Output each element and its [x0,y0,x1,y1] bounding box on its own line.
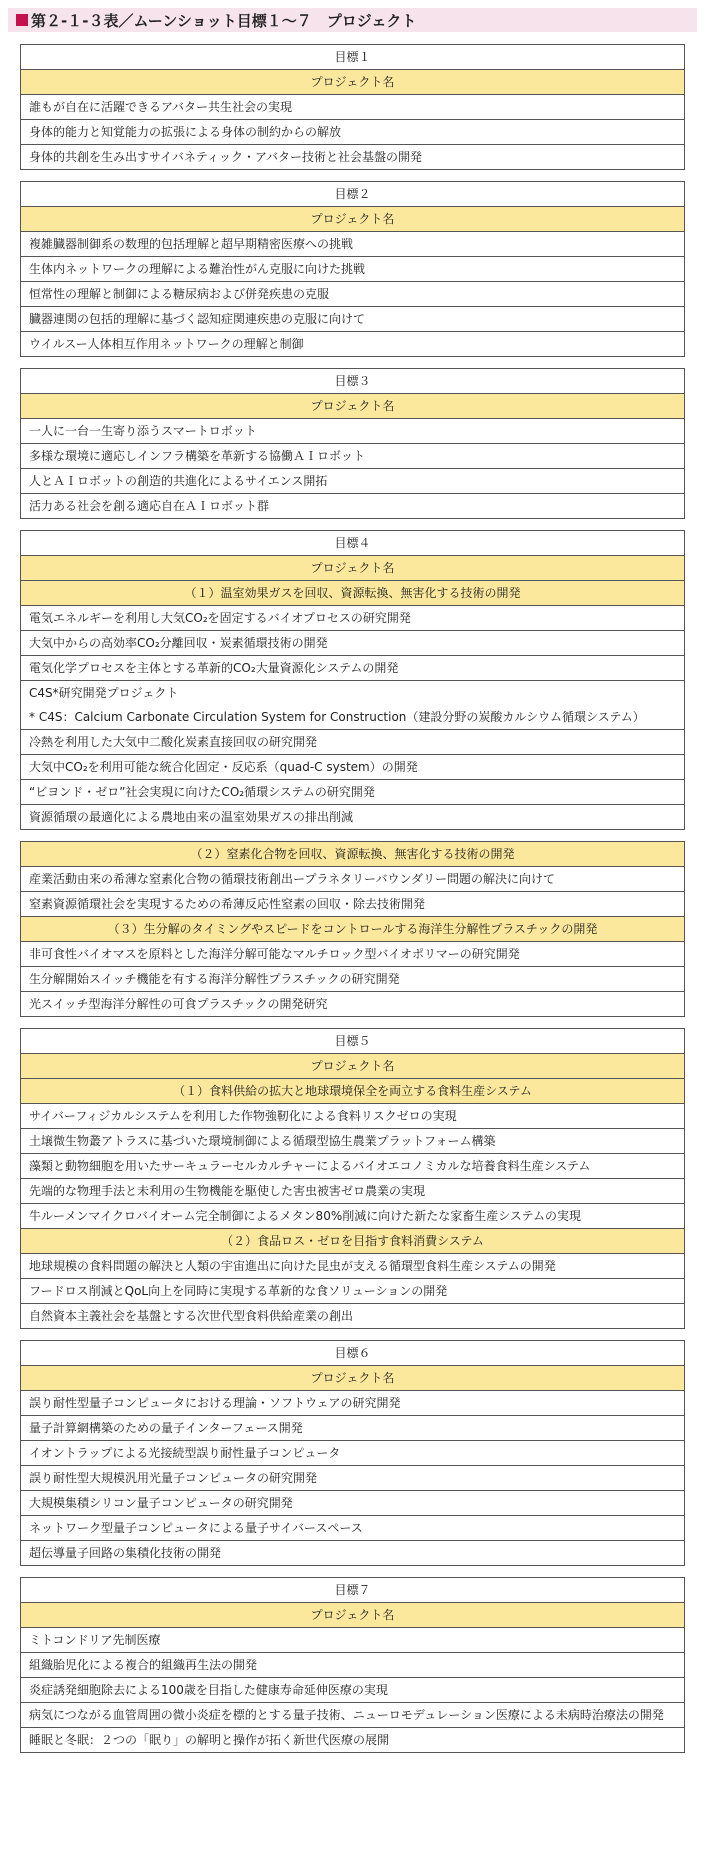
section-subheading: （２）食品ロス・ゼロを目指す食料消費システム [21,1229,685,1254]
project-name-row [21,1129,685,1154]
project-name: 資源循環の最適化による農地由来の温室効果ガスの排出削減 [21,805,685,830]
project-name: 大気中からの高効率CO₂分離回収・炭素循環技術の開発 [21,631,685,656]
project-name-row [21,95,685,120]
project-name: 光スイッチ型海洋分解性の可食プラスチックの開発研究 [21,992,685,1017]
project-name-row [21,1516,685,1541]
section-subheading: （１）食料供給の拡大と地球環境保全を両立する食料生産システム [21,1079,685,1104]
goal-heading: 目標３ [21,369,685,394]
column-header-row [21,70,685,95]
project-name: 組織胎児化による複合的組織再生法の開発 [21,1653,685,1678]
project-name: “ビヨンド・ゼロ”社会実現に向けたCO₂循環システムの研究開発 [21,780,685,805]
project-name: イオントラップによる光接続型誤り耐性量子コンピュータ [21,1441,685,1466]
project-name: 恒常性の理解と制御による糖尿病および併発疾患の克服 [21,282,685,307]
project-name: 大気中CO₂を利用可能な統合化固定・反応系（quad-C system）の開発 [21,755,685,780]
column-header-row [21,556,685,581]
project-name: ネットワーク型量子コンピュータによる量子サイバースペース [21,1516,685,1541]
column-header: プロジェクト名 [21,394,685,419]
project-name-row [21,1204,685,1229]
project-name: 自然資本主義社会を基盤とする次世代型食料供給産業の創出 [21,1304,685,1329]
goal-table [20,44,685,170]
section-subheading-row [21,581,685,606]
project-name: 炎症誘発細胞除去による100歳を目指した健康寿命延伸医療の実現 [21,1678,685,1703]
project-name-row [21,1254,685,1279]
project-name-row [21,1628,685,1653]
goal-heading-row [21,531,685,556]
project-name: 牛ルーメンマイクロバイオーム完全制御によるメタン80%削減に向けた新たな家畜生産システムの実現 [21,1204,685,1229]
project-name-row [21,1304,685,1329]
goal-heading-row [21,45,685,70]
project-name-row [21,1441,685,1466]
project-name-row [21,1154,685,1179]
project-name-row [21,494,685,519]
project-name-row [21,656,685,681]
project-name: 冷熱を利用した大気中二酸化炭素直接回収の研究開発 [21,730,685,755]
project-name: 窒素資源循環社会を実現するための希薄反応性窒素の回収・除去技術開発 [21,892,685,917]
column-header-row [21,1054,685,1079]
goal-heading-row [21,1578,685,1603]
project-name: 産業活動由来の希薄な窒素化合物の循環技術創出ープラネタリーバウンダリー問題の解決に向けて [21,867,685,892]
column-header: プロジェクト名 [21,70,685,95]
project-name: 一人に一台一生寄り添うスマートロボット [21,419,685,444]
column-header-row [21,1366,685,1391]
column-header: プロジェクト名 [21,1603,685,1628]
project-name: 電気エネルギーを利用し大気CO₂を固定するバイオプロセスの研究開発 [21,606,685,631]
project-name-row [21,967,685,992]
project-name-row [21,1491,685,1516]
project-name: 藻類と動物細胞を用いたサーキュラーセルカルチャーによるバイオエコノミカルな培養食料生産システム [21,1154,685,1179]
project-name: 誤り耐性型大規模汎用光量子コンピュータの研究開発 [21,1466,685,1491]
project-name: 大規模集積シリコン量子コンピュータの研究開発 [21,1491,685,1516]
goal-heading-row [21,1341,685,1366]
project-name: 先端的な物理手法と未利用の生物機能を駆使した害虫被害ゼロ農業の実現 [21,1179,685,1204]
column-header: プロジェクト名 [21,1054,685,1079]
goal-heading: 目標７ [21,1578,685,1603]
project-name-row [21,232,685,257]
project-name-row [21,469,685,494]
project-name-row [21,805,685,830]
project-name-row [21,1391,685,1416]
column-header: プロジェクト名 [21,556,685,581]
project-name-row [21,780,685,805]
goal-heading: 目標５ [21,1029,685,1054]
project-name-row [21,1678,685,1703]
project-name: 複雑臓器制御系の数理的包括理解と超早期精密医療への挑戦 [21,232,685,257]
goal-heading-row [21,369,685,394]
project-name: 電気化学プロセスを主体とする革新的CO₂大量資源化システムの開発 [21,656,685,681]
project-name: 睡眠と冬眠：２つの「眠り」の解明と操作が拓く新世代医療の展開 [21,1728,685,1753]
column-header: プロジェクト名 [21,207,685,232]
project-name: 身体的能力と知覚能力の拡張による身体の制約からの解放 [21,120,685,145]
project-name-row [21,992,685,1017]
project-name-row [21,307,685,332]
project-name: 病気につながる血管周囲の微小炎症を標的とする量子技術、ニューロモデュレーション医療による未病時治療法の開発 [21,1703,685,1728]
project-name-row [21,1466,685,1491]
goal-heading-row [21,1029,685,1054]
table-title: 第２-１-３表／ムーンショット目標１～７ プロジェクト [31,11,417,30]
project-name-row [21,755,685,780]
column-header-row [21,1603,685,1628]
project-name-row [21,332,685,357]
project-name-row [21,1703,685,1728]
project-name-row [21,1541,685,1566]
project-name: 誰もが自在に活躍できるアバター共生社会の実現 [21,95,685,120]
goal-heading: 目標１ [21,45,685,70]
goal-table [20,1577,685,1753]
goal-table [20,181,685,357]
project-name-row [21,145,685,170]
section-subheading-row [21,917,685,942]
project-name-row [21,1653,685,1678]
project-name-row [21,681,685,730]
goal-heading: 目標４ [21,531,685,556]
project-name: 人とＡＩロボットの創造的共進化によるサイエンス開拓 [21,469,685,494]
project-name: フードロス削減とQoL向上を同時に実現する革新的な食ソリューションの開発 [21,1279,685,1304]
project-name-row [21,606,685,631]
table-title-bar [8,8,697,32]
project-name-row [21,444,685,469]
goal-heading-row [21,182,685,207]
section-subheading-row [21,1079,685,1104]
project-name-row [21,942,685,967]
title-marker-icon [16,14,28,26]
column-header-row [21,394,685,419]
section-subheading-row [21,842,685,867]
column-header: プロジェクト名 [21,1366,685,1391]
project-name: 土壌微生物叢アトラスに基づいた環境制御による循環型協生農業プラットフォーム構築 [21,1129,685,1154]
project-name-row [21,1728,685,1753]
project-name-row [21,730,685,755]
section-subheading: （２）窒素化合物を回収、資源転換、無害化する技術の開発 [21,842,685,867]
goal-table [20,841,685,1017]
project-name-row [21,419,685,444]
project-name-row [21,257,685,282]
goal-heading: 目標２ [21,182,685,207]
column-header-row [21,207,685,232]
project-name: 多様な環境に適応しインフラ構築を革新する協働ＡＩロボット [21,444,685,469]
project-name-row [21,1104,685,1129]
goal-heading: 目標６ [21,1341,685,1366]
project-name: 生分解開始スイッチ機能を有する海洋分解性プラスチックの研究開発 [21,967,685,992]
project-name-row [21,120,685,145]
project-name: ウイルスー人体相互作用ネットワークの理解と制御 [21,332,685,357]
section-subheading: （３）生分解のタイミングやスピードをコントロールする海洋生分解性プラスチックの開発 [21,917,685,942]
section-subheading-row [21,1229,685,1254]
goal-table [20,1340,685,1566]
project-name-row [21,631,685,656]
project-name-row [21,892,685,917]
project-name: 非可食性バイオマスを原料とした海洋分解可能なマルチロック型バイオポリマーの研究開発 [21,942,685,967]
goal-table [20,530,685,830]
goal-table [20,368,685,519]
project-name: 生体内ネットワークの理解による難治性がん克服に向けた挑戦 [21,257,685,282]
project-name-row [21,867,685,892]
project-name: 誤り耐性型量子コンピュータにおける理論・ソフトウェアの研究開発 [21,1391,685,1416]
section-subheading: （１）温室効果ガスを回収、資源転換、無害化する技術の開発 [21,581,685,606]
project-name: 量子計算網構築のための量子インターフェース開発 [21,1416,685,1441]
goal-tables [8,44,697,1753]
project-name: 地球規模の食料問題の解決と人類の宇宙進出に向けた昆虫が支える循環型食料生産システムの開発 [21,1254,685,1279]
project-name-row [21,282,685,307]
project-name: ミトコンドリア先制医療 [21,1628,685,1653]
goal-table [20,1028,685,1329]
project-name-row [21,1179,685,1204]
project-name-row [21,1279,685,1304]
project-name: 身体的共創を生み出すサイバネティック・アバター技術と社会基盤の開発 [21,145,685,170]
project-name: サイバーフィジカルシステムを利用した作物強靭化による食料リスクゼロの実現 [21,1104,685,1129]
project-name-row [21,1416,685,1441]
project-name: 超伝導量子回路の集積化技術の開発 [21,1541,685,1566]
project-name: 臓器連関の包括的理解に基づく認知症関連疾患の克服に向けて [21,307,685,332]
project-name: 活力ある社会を創る適応自在ＡＩロボット群 [21,494,685,519]
project-name: C4S*研究開発プロジェクト * C4S：Calcium Carbonate Circulation System for Construction（建設分野の炭酸カルシウム循環システム） [21,681,685,730]
